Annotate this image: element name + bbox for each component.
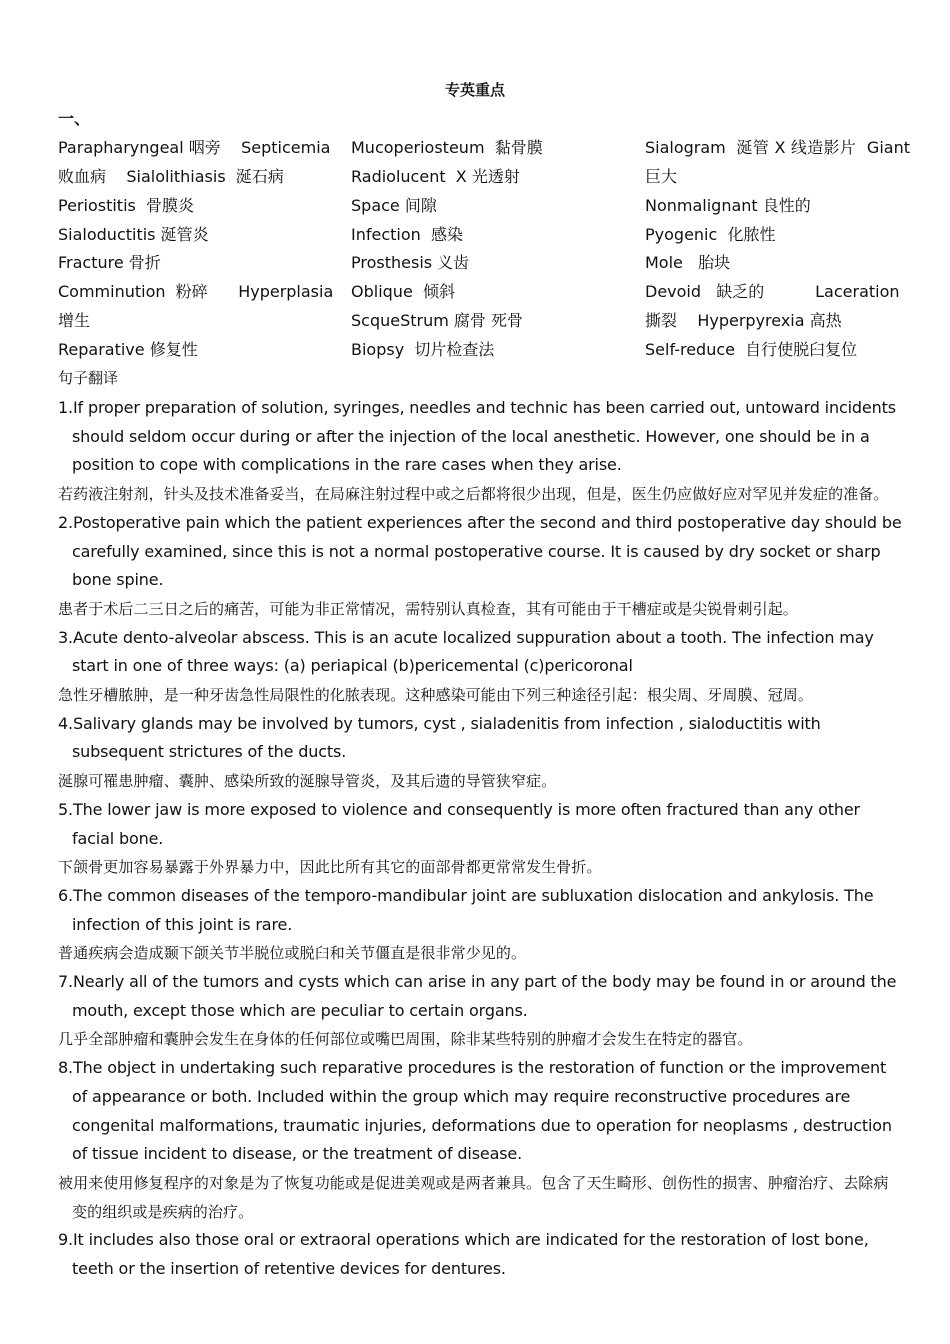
- sentence-english: 9.It includes also those oral or extraoral operations which are indicated for the restoration of lost bone, teeth or the insertion of retentive devices for dentures.: [58, 1230, 869, 1279]
- vocab-row: [58, 194, 910, 223]
- sentence-chinese: 涎腺可罹患肿瘤、囊肿、感染所致的涎腺导管炎，及其后遗的导管狭窄症。: [58, 772, 557, 791]
- vocab-cell: Sialoductitis 涎管炎: [58, 225, 209, 244]
- sentence-list: [58, 394, 903, 1284]
- vocab-cell: Comminution 粉碎 Hyperplasia: [58, 282, 334, 301]
- vocab-cell: Parapharyngeal 咽旁 Septicemia: [58, 138, 331, 157]
- sentence-chinese: 下颌骨更加容易暴露于外界暴力中，因此比所有其它的面部骨都更常常发生骨折。: [58, 858, 602, 877]
- vocab-cell: Reparative 修复性: [58, 340, 198, 359]
- vocab-row: [58, 165, 910, 194]
- sentence-chinese: 被用来使用修复程序的对象是为了恢复功能或是促进美观或是两者兼具。包含了天生畸形、创伤性的损害、肿瘤治疗、去除病变的组织或是疾病的治疗。: [58, 1173, 889, 1221]
- sentence-chinese: 患者于术后二三日之后的痛苦，可能为非正常情况，需特别认真检查，其有可能由于干槽症或是尖锐骨刺引起。: [58, 599, 798, 618]
- vocab-cell: Fracture 骨折: [58, 253, 161, 272]
- sentence-english: 8.The object in undertaking such reparative procedures is the restoration of function or the improvement of appearance or both. Included within the group which may require reconstructive procedures are congenital malformations, traumatic injuries, deformations due to operation for neoplasms , destruction of tissue incident to disease, or the treatment of disease.: [58, 1058, 892, 1164]
- vocab-cell: Biopsy 切片检查法: [351, 340, 495, 359]
- sentence-english: 1.If proper preparation of solution, syringes, needles and technic has been carried out, untoward incidents should seldom occur during or after the injection of the local anesthetic. However, one should be in a position to cope with complications in the rare cases when they arise.: [58, 398, 896, 475]
- vocab-row: [58, 280, 910, 309]
- vocab-cell: Mole 胎块: [645, 253, 731, 272]
- sentence-section-label: 句子翻译: [58, 369, 119, 387]
- sentence-english: 5.The lower jaw is more exposed to violence and consequently is more often fractured than any other facial bone.: [58, 799, 860, 848]
- vocab-cell: ScqueStrum 腐骨 死骨: [351, 311, 524, 330]
- vocab-cell: Pyogenic 化脓性: [645, 225, 776, 244]
- vocab-cell: Mucoperiosteum 黏骨膜: [351, 138, 543, 157]
- vocab-cell: Devoid 缺乏的 Laceration: [645, 282, 900, 301]
- sentence-english: 6.The common diseases of the temporo-mandibular joint are subluxation dislocation and ankylosis. The infection of this joint is rare.: [58, 885, 874, 934]
- section-heading: 一、: [58, 109, 91, 128]
- sentence-chinese: 几乎全部肿瘤和囊肿会发生在身体的任何部位或嘴巴周围，除非某些特别的肿瘤才会发生在特定的器官。: [58, 1030, 753, 1049]
- sentence-chinese: 普通疾病会造成颞下颌关节半脱位或脱臼和关节僵直是很非常少见的。: [58, 944, 527, 963]
- vocab-cell: Oblique 倾斜: [351, 282, 455, 301]
- vocab-cell: Nonmalignant 良性的: [645, 196, 811, 215]
- vocab-cell: Self-reduce 自行使脱臼复位: [645, 340, 858, 359]
- vocab-cell: 增生: [58, 311, 91, 330]
- vocab-cell: Radiolucent X 光透射: [351, 167, 520, 186]
- vocab-cell: Prosthesis 义齿: [351, 253, 470, 272]
- vocab-cell: Space 间隙: [351, 196, 437, 215]
- sentence-chinese: 若药液注射剂，针头及技术准备妥当，在局麻注射过程中或之后都将很少出现，但是，医生仍应做好应对罕见并发症的准备。: [58, 485, 889, 504]
- vocab-row: [58, 338, 910, 367]
- vocab-row: [58, 309, 910, 338]
- vocab-cell: 巨大: [645, 167, 678, 186]
- sentence-chinese: 急性牙槽脓肿，是一种牙齿急性局限性的化脓表现。这种感染可能由下列三种途径引起：根尖周、牙周膜、冠周。: [58, 686, 814, 705]
- vocab-row: [58, 136, 910, 165]
- vocab-row: [58, 223, 910, 252]
- sentence-english: 3.Acute dento-alveolar abscess. This is an acute localized suppuration about a tooth. The infection may start in one of three ways: (a) periapical (b)pericemental (c)pericoronal: [58, 627, 874, 676]
- sentence-english: 4.Salivary glands may be involved by tumors, cyst , sialadenitis from infection , sialoductitis with subsequent strictures of the ducts.: [58, 713, 821, 762]
- vocab-cell: 撕裂 Hyperpyrexia 高热: [645, 311, 842, 330]
- vocab-cell: Infection 感染: [351, 225, 463, 244]
- sentence-english: 2.Postoperative pain which the patient experiences after the second and third postoperative day should be carefully examined, since this is not a normal postoperative course. It is caused by dry socket or sharp bone spine.: [58, 512, 902, 590]
- sentence-english: 7.Nearly all of the tumors and cysts which can arise in any part of the body may be found in or around the mouth, except those which are peculiar to certain organs.: [58, 972, 897, 1020]
- vocab-cell: 败血病 Sialolithiasis 涎石病: [58, 167, 284, 186]
- vocab-row: [58, 251, 910, 280]
- page-title: 专英重点: [444, 81, 505, 99]
- vocab-cell: Periostitis 骨膜炎: [58, 196, 195, 215]
- vocab-cell: Sialogram 涎管 X 线造影片 Giant: [645, 138, 910, 157]
